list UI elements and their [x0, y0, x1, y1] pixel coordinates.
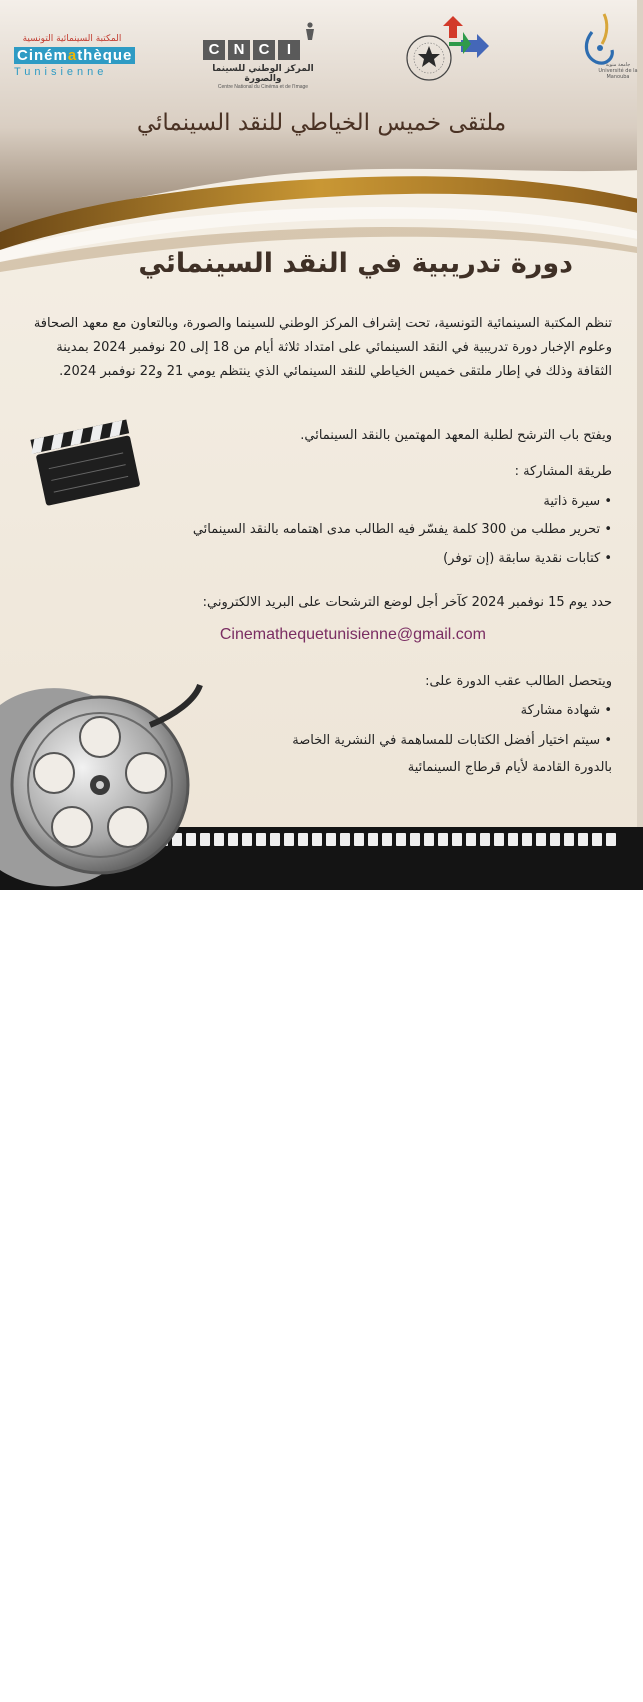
cnci-letter: I	[278, 40, 300, 60]
participation-item: • سيرة ذاتية	[543, 494, 612, 509]
footer-contact: لمزيد من المعلومات يرجى الاتصال: بالسيدة سعاد الطرابلسي، مصلحة الترّصات - ط1	[247, 1689, 637, 1702]
cnci-letters	[203, 40, 323, 60]
participation-item: • تحرير مطلب من 300 كلمة يفسّر فيه الطالب مدى اهتمامه بالنقد السينمائي	[193, 522, 612, 537]
cnci-letter: N	[228, 40, 250, 60]
participation-heading: طريقة المشاركة :	[514, 464, 612, 479]
film-reel-icon	[0, 665, 200, 890]
logo-bar	[0, 0, 643, 110]
cnci-logo	[203, 40, 323, 90]
participation-item: • كتابات نقدية سابقة (إن توفر)	[443, 551, 612, 566]
event-title: ملتقى خميس الخياطي للنقد السينمائي	[136, 110, 507, 136]
cnci-letter: C	[253, 40, 275, 60]
cinematheque-logo-part3: thèque	[77, 47, 133, 64]
benefits-item: • شهادة مشاركة	[521, 703, 612, 718]
applications-open-text: ويفتح باب الترشح لطلبة المعهد المهتمين بالنقد السينمائي.	[300, 428, 612, 443]
benefits-item: • سيتم اختيار أفضل الكتابات للمساهمة في النشرية الخاصة	[292, 733, 612, 748]
benefits-heading: ويتحصل الطالب عقب الدورة على:	[425, 674, 612, 689]
intro-paragraph: تنظم المكتبة السينمائية التونسية، تحت إشراف المركز الوطني للسينما والصورة، وبالتعاون مع معهد الصحافة وعلوم الإخبار دورة تدريبية في النقد السينمائي على امتداد ثلاثة أيام من 18 إلى 20 نوفمبر 2024 بمدينة الثقافة وذلك في إطار ملتقى خميس الخياطي للنقد السينمائي الذي ينتظم يومي 21 و22 نوفمبر 2024.	[33, 316, 612, 379]
main-title: دورة تدريبية في النقد السينمائي	[138, 248, 573, 279]
cinematheque-logo-subtitle: Tunisienne	[14, 66, 108, 78]
cinematheque-logo-french	[14, 47, 135, 64]
contact-email[interactable]: Cinemathequetunisienne@gmail.com	[219, 626, 486, 643]
deadline-text: حدد يوم 15 نوفمبر 2024 كآخر أجل لوضع الترشحات على البريد الالكتروني:	[202, 595, 612, 610]
clapperboard-icon	[30, 415, 140, 507]
cnci-logo-french: Centre National du Cinéma et de l'Image	[217, 84, 309, 90]
cinematheque-logo-part2: a	[67, 47, 78, 64]
cinematheque-logo-part1: Ciném	[17, 47, 68, 64]
university-logo-icon	[578, 12, 618, 68]
figure-icon	[304, 22, 316, 40]
university-logo-text: جامعة منوبة Université de la Manouba	[598, 62, 638, 80]
benefits-continuation: بالدورة القادمة لأيام قرطاج السينمائية	[407, 760, 612, 775]
cnci-letter: C	[203, 40, 225, 60]
cinematheque-logo-arabic: المكتبة السينمائية التونسية	[22, 34, 122, 44]
ipsi-emblem-icon	[405, 14, 495, 98]
cnci-logo-arabic: المركز الوطني للسينما والصورة	[212, 64, 314, 84]
